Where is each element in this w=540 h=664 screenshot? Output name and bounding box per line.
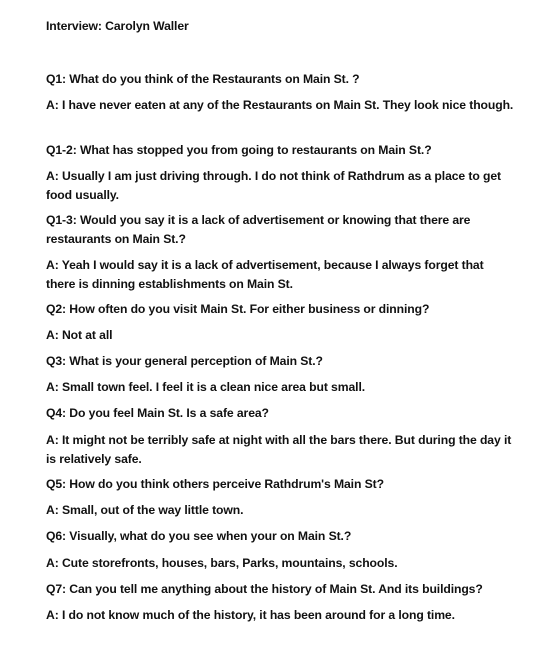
question-q7: Q7: Can you tell me anything about the history of Main St. And its buildings? [46,582,483,596]
question-q5: Q5: How do you think others perceive Rathdrum's Main St? [46,477,384,491]
answer-q1-3: A: Yeah I would say it is a lack of advertisement, because I always forget that there is dinning establishments on Main St. [46,258,484,291]
question-q4: Q4: Do you feel Main St. Is a safe area? [46,406,269,420]
answer-q5: A: Small, out of the way little town. [46,503,244,517]
question-q3: Q3: What is your general perception of Main St.? [46,354,323,368]
answer-q1: A: I have never eaten at any of the Restaurants on Main St. They look nice though. [46,98,514,112]
question-q1-2: Q1-2: What has stopped you from going to restaurants on Main St.? [46,143,432,157]
answer-q6: A: Cute storefronts, houses, bars, Parks, mountains, schools. [46,556,398,570]
document-title: Interview: Carolyn Waller [46,19,189,33]
question-q1: Q1: What do you think of the Restaurants on Main St. ? [46,72,360,86]
answer-q7: A: I do not know much of the history, it has been around for a long time. [46,608,455,622]
question-q1-3: Q1-3: Would you say it is a lack of advertisement or knowing that there are restaurants on Main St.? [46,213,471,246]
question-q2: Q2: How often do you visit Main St. For either business or dinning? [46,302,430,316]
question-q6: Q6: Visually, what do you see when your on Main St.? [46,529,352,543]
answer-q4: A: It might not be terribly safe at night with all the bars there. But during the day it is relatively safe. [46,433,512,466]
answer-q1-2: A: Usually I am just driving through. I do not think of Rathdrum as a place to get food usually. [46,169,501,202]
answer-q2: A: Not at all [46,328,113,342]
answer-q3: A: Small town feel. I feel it is a clean nice area but small. [46,380,366,394]
